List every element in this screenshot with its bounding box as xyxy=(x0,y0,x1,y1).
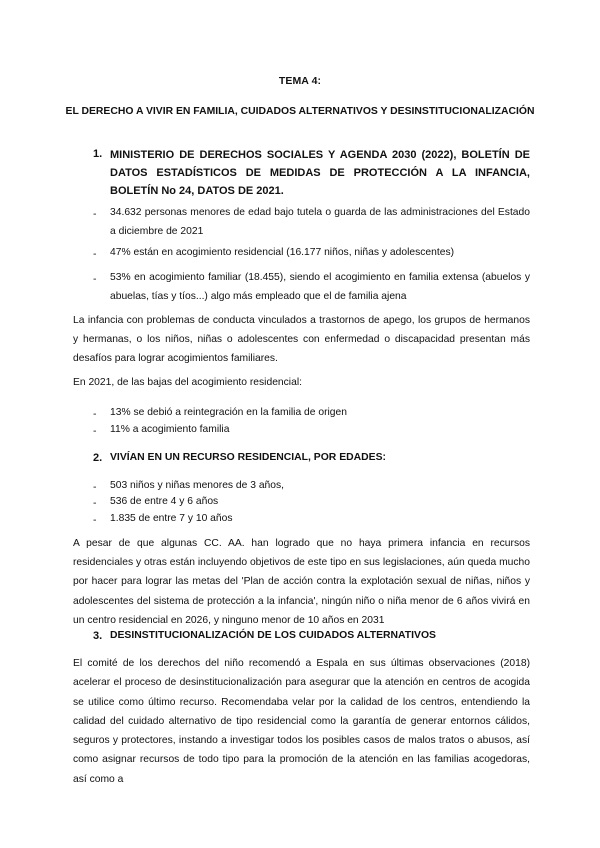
paragraph-bajas-2021: En 2021, de las bajas del acogimiento residencial: xyxy=(73,377,302,388)
ages-bullet-2: 536 de entre 4 y 6 años xyxy=(110,496,219,507)
paragraph-plan-accion: A pesar de que algunas CC. AA. han logrado que no haya primera infancia en recursos residenciales y otras están incluyendo objetivos de este tipo en sus legislaciones, aún queda mucho por hacer para lograr las metas del 'Plan de acción contra la explotación sexual de niñas, niños y adolescentes del sistema de protección a la infancia', ningún niño o niña menor de 6 años vivirá en un centro residencial en 2026, y ninguno menor de 10 años en 2031 xyxy=(73,538,530,626)
section-1-bullet-1: 34.632 personas menores de edad bajo tutela o guarda de las administraciones del Estado a diciembre de 2021 xyxy=(110,207,530,237)
ages-bullet-1: 503 niños y niñas menores de 3 años, xyxy=(110,480,285,491)
bullet-dash: - xyxy=(93,273,97,285)
section-2-heading: VIVÍAN EN UN RECURSO RESIDENCIAL, POR EDADES: xyxy=(110,452,386,463)
section-1-number: 1. xyxy=(93,148,103,160)
document-title: TEMA 4: xyxy=(278,75,322,87)
section-1-bullet-2: 47% están en acogimiento residencial (16.177 niños, niñas y adolescentes) xyxy=(110,247,455,258)
bullet-dash: - xyxy=(93,248,97,260)
bullet-dash: - xyxy=(93,208,97,220)
section-1-heading: MINISTERIO DE DERECHOS SOCIALES Y AGENDA 2030 (2022), BOLETÍN DE DATOS ESTADÍSTICOS DE MEDIDAS DE PROTECCIÓN A LA INFANCIA, BOLETÍN No 24, DATOS DE 2021. xyxy=(110,149,530,197)
bullet-dash: - xyxy=(93,497,97,509)
bajas-bullet-1: 13% se debió a reintegración en la familia de origen xyxy=(110,407,347,418)
paragraph-comite: El comité de los derechos del niño recomendó a Espala en sus últimas observaciones (2018) acelerar el proceso de desinstitucionalización para asegurar que la atención en centros de acogida se utilice como último recurso. Recomendaba velar por la calidad de los centros, entendiendo la calidad del cuidado alternativo de tipo residencial como la garantía de generar entornos cálidos, seguros y protectores, instando a investigar todos los posibles casos de malos tratos o abusos, así como asignar recursos de todo tipo para la promoción de la atención en las familias acogedoras, así como a xyxy=(73,658,530,785)
bullet-dash: - xyxy=(93,481,97,493)
section-3-heading: DESINSTITUCIONALIZACIÓN DE LOS CUIDADOS ALTERNATIVOS xyxy=(110,630,436,641)
section-3-number: 3. xyxy=(93,630,103,642)
bullet-dash: - xyxy=(93,514,97,526)
section-1-bullet-3: 53% en acogimiento familiar (18.455), siendo el acogimiento en familia extensa (abuelos y abuelas, tías y tíos...) algo más empleado que el de familia ajena xyxy=(110,272,530,302)
bajas-bullet-2: 11% a acogimiento familia xyxy=(110,424,230,435)
section-2-number: 2. xyxy=(93,452,103,464)
paragraph-attachment-disorders: La infancia con problemas de conducta vinculados a trastornos de apego, los grupos de hermanos y hermanas, o los niños, niñas o adolescentes con enfermedad o discapacidad presentan más desafíos para lograr acogimientos familiares. xyxy=(73,315,530,364)
ages-bullet-3: 1.835 de entre 7 y 10 años xyxy=(110,513,233,524)
bullet-dash: - xyxy=(93,425,97,437)
document-subtitle: EL DERECHO A VIVIR EN FAMILIA, CUIDADOS ALTERNATIVOS Y DESINSTITUCIONALIZACIÓN xyxy=(65,106,535,117)
bullet-dash: - xyxy=(93,408,97,420)
